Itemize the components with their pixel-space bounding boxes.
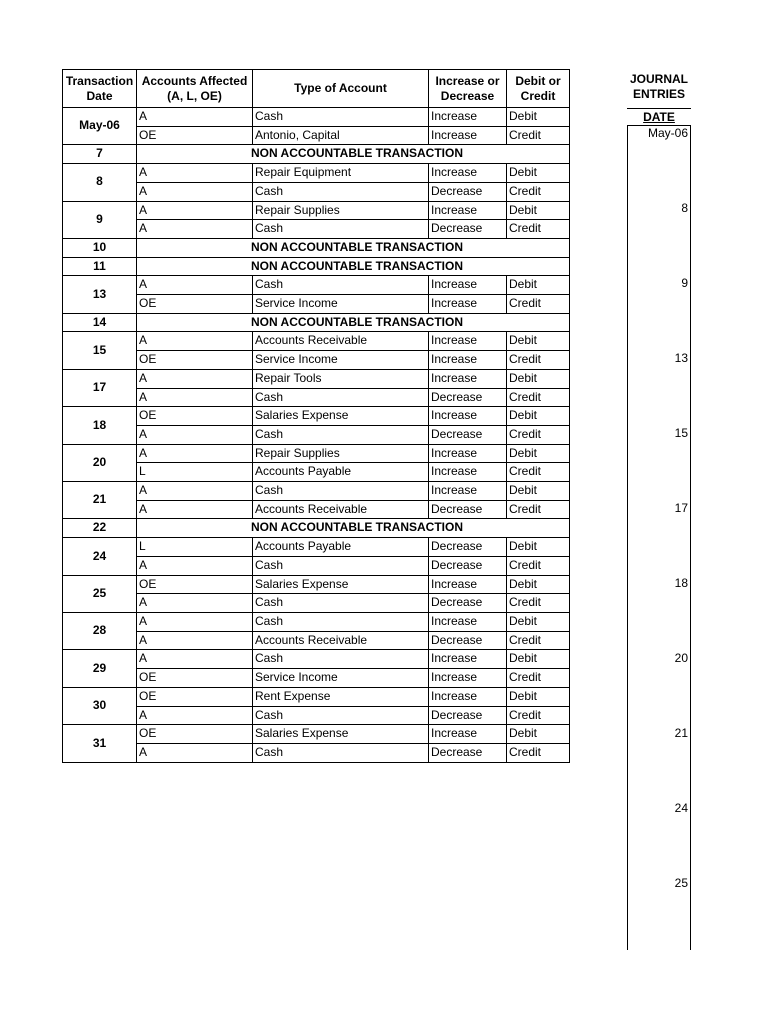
transaction-date: 20 bbox=[63, 444, 137, 481]
table-row bbox=[63, 463, 570, 482]
table-row bbox=[63, 500, 570, 519]
account-category: A bbox=[137, 164, 253, 183]
header-increase-decrease: Increase or Decrease bbox=[429, 70, 507, 108]
empty-cell bbox=[507, 519, 570, 538]
account-type: Repair Tools bbox=[253, 369, 429, 388]
debit-credit: Debit bbox=[507, 575, 570, 594]
journal-date-header: DATE bbox=[627, 108, 691, 126]
account-category: OE bbox=[137, 295, 253, 314]
account-category: OE bbox=[137, 575, 253, 594]
increase-decrease: Increase bbox=[429, 669, 507, 688]
header-accounts-affected: Accounts Affected (A, L, OE) bbox=[137, 70, 253, 108]
increase-decrease: Increase bbox=[429, 295, 507, 314]
header-debit-credit: Debit or Credit bbox=[507, 70, 570, 108]
debit-credit: Credit bbox=[507, 295, 570, 314]
debit-credit: Credit bbox=[507, 220, 570, 239]
increase-decrease: Decrease bbox=[429, 425, 507, 444]
account-type: Accounts Receivable bbox=[253, 500, 429, 519]
account-category: A bbox=[137, 425, 253, 444]
increase-decrease: Decrease bbox=[429, 743, 507, 762]
journal-entry-date: 21 bbox=[674, 726, 688, 740]
increase-decrease: Increase bbox=[429, 687, 507, 706]
table-row bbox=[63, 612, 570, 631]
debit-credit: Credit bbox=[507, 631, 570, 650]
table-row bbox=[63, 407, 570, 426]
debit-credit: Credit bbox=[507, 182, 570, 201]
account-type: Service Income bbox=[253, 351, 429, 370]
transaction-date: 8 bbox=[63, 164, 137, 201]
debit-credit: Credit bbox=[507, 556, 570, 575]
transaction-date: May-06 bbox=[63, 108, 137, 145]
table-body bbox=[63, 108, 570, 763]
table-row bbox=[63, 669, 570, 688]
transaction-date: 10 bbox=[63, 238, 137, 257]
debit-credit: Debit bbox=[507, 369, 570, 388]
account-type: Service Income bbox=[253, 669, 429, 688]
debit-credit: Debit bbox=[507, 687, 570, 706]
debit-credit: Debit bbox=[507, 407, 570, 426]
transaction-date: 9 bbox=[63, 201, 137, 238]
debit-credit: Credit bbox=[507, 706, 570, 725]
account-type: Cash bbox=[253, 388, 429, 407]
account-type: Cash bbox=[253, 556, 429, 575]
transaction-date: 28 bbox=[63, 612, 137, 649]
account-category: A bbox=[137, 743, 253, 762]
account-type: Cash bbox=[253, 182, 429, 201]
increase-decrease: Decrease bbox=[429, 706, 507, 725]
account-type: Salaries Expense bbox=[253, 725, 429, 744]
header-transaction-date: Transaction Date bbox=[63, 70, 137, 108]
debit-credit: Credit bbox=[507, 500, 570, 519]
account-category: A bbox=[137, 706, 253, 725]
debit-credit: Debit bbox=[507, 276, 570, 295]
debit-credit: Debit bbox=[507, 201, 570, 220]
increase-decrease: Increase bbox=[429, 108, 507, 127]
transaction-analysis-table bbox=[62, 69, 570, 763]
transaction-date: 18 bbox=[63, 407, 137, 444]
account-category: L bbox=[137, 538, 253, 557]
table-row bbox=[63, 650, 570, 669]
account-type: Repair Supplies bbox=[253, 201, 429, 220]
debit-credit: Debit bbox=[507, 538, 570, 557]
increase-decrease: Increase bbox=[429, 482, 507, 501]
account-type: Accounts Payable bbox=[253, 538, 429, 557]
transaction-date: 29 bbox=[63, 650, 137, 687]
account-category: A bbox=[137, 500, 253, 519]
debit-credit: Debit bbox=[507, 725, 570, 744]
transaction-date: 17 bbox=[63, 369, 137, 406]
table-row bbox=[63, 295, 570, 314]
non-accountable-label: NON ACCOUNTABLE TRANSACTION bbox=[137, 145, 507, 164]
journal-entry-date: 17 bbox=[674, 501, 688, 515]
account-type: Accounts Payable bbox=[253, 463, 429, 482]
increase-decrease: Increase bbox=[429, 407, 507, 426]
table-row bbox=[63, 164, 570, 183]
debit-credit: Credit bbox=[507, 351, 570, 370]
non-accountable-label: NON ACCOUNTABLE TRANSACTION bbox=[137, 313, 507, 332]
table-row bbox=[63, 276, 570, 295]
increase-decrease: Increase bbox=[429, 444, 507, 463]
increase-decrease: Increase bbox=[429, 351, 507, 370]
account-category: A bbox=[137, 182, 253, 201]
journal-entry-date: May-06 bbox=[647, 126, 688, 140]
transaction-date: 14 bbox=[63, 313, 137, 332]
account-category: OE bbox=[137, 407, 253, 426]
non-accountable-label: NON ACCOUNTABLE TRANSACTION bbox=[137, 238, 507, 257]
debit-credit: Credit bbox=[507, 463, 570, 482]
account-category: A bbox=[137, 388, 253, 407]
debit-credit: Debit bbox=[507, 650, 570, 669]
debit-credit: Credit bbox=[507, 594, 570, 613]
increase-decrease: Decrease bbox=[429, 631, 507, 650]
account-category: A bbox=[137, 650, 253, 669]
increase-decrease: Increase bbox=[429, 463, 507, 482]
journal-entry-date: 13 bbox=[674, 351, 688, 365]
account-category: A bbox=[137, 201, 253, 220]
transaction-date: 31 bbox=[63, 725, 137, 762]
account-category: A bbox=[137, 444, 253, 463]
account-type: Accounts Receivable bbox=[253, 332, 429, 351]
increase-decrease: Decrease bbox=[429, 500, 507, 519]
non-accountable-label: NON ACCOUNTABLE TRANSACTION bbox=[137, 519, 507, 538]
journal-entry-date: 9 bbox=[681, 276, 688, 290]
account-category: A bbox=[137, 369, 253, 388]
account-type: Service Income bbox=[253, 295, 429, 314]
account-type: Cash bbox=[253, 220, 429, 239]
table-row bbox=[63, 313, 570, 332]
account-category: A bbox=[137, 220, 253, 239]
table-row bbox=[63, 351, 570, 370]
journal-entries-column bbox=[627, 72, 691, 950]
debit-credit: Debit bbox=[507, 332, 570, 351]
increase-decrease: Increase bbox=[429, 126, 507, 145]
increase-decrease: Decrease bbox=[429, 594, 507, 613]
increase-decrease: Increase bbox=[429, 276, 507, 295]
account-category: OE bbox=[137, 725, 253, 744]
debit-credit: Debit bbox=[507, 612, 570, 631]
increase-decrease: Increase bbox=[429, 369, 507, 388]
table-row bbox=[63, 201, 570, 220]
journal-entry-lines bbox=[627, 126, 691, 950]
account-type: Cash bbox=[253, 650, 429, 669]
debit-credit: Debit bbox=[507, 164, 570, 183]
account-type: Cash bbox=[253, 743, 429, 762]
table-row bbox=[63, 257, 570, 276]
table-row bbox=[63, 706, 570, 725]
table-row bbox=[63, 687, 570, 706]
account-category: OE bbox=[137, 669, 253, 688]
increase-decrease: Increase bbox=[429, 201, 507, 220]
header-type-of-account: Type of Account bbox=[253, 70, 429, 108]
transaction-date: 15 bbox=[63, 332, 137, 369]
increase-decrease: Increase bbox=[429, 612, 507, 631]
increase-decrease: Increase bbox=[429, 650, 507, 669]
account-type: Salaries Expense bbox=[253, 575, 429, 594]
increase-decrease: Decrease bbox=[429, 538, 507, 557]
account-category: A bbox=[137, 594, 253, 613]
table-row bbox=[63, 725, 570, 744]
account-type: Cash bbox=[253, 482, 429, 501]
account-category: A bbox=[137, 556, 253, 575]
transaction-date: 11 bbox=[63, 257, 137, 276]
journal-entry-date: 25 bbox=[674, 876, 688, 890]
account-category: A bbox=[137, 631, 253, 650]
table-row bbox=[63, 482, 570, 501]
transaction-date: 7 bbox=[63, 145, 137, 164]
table-row bbox=[63, 182, 570, 201]
debit-credit: Debit bbox=[507, 108, 570, 127]
increase-decrease: Increase bbox=[429, 164, 507, 183]
transaction-date: 25 bbox=[63, 575, 137, 612]
journal-title-line2: ENTRIES bbox=[632, 87, 685, 101]
increase-decrease: Decrease bbox=[429, 220, 507, 239]
account-type: Salaries Expense bbox=[253, 407, 429, 426]
increase-decrease: Decrease bbox=[429, 556, 507, 575]
account-category: OE bbox=[137, 126, 253, 145]
table-row bbox=[63, 444, 570, 463]
account-category: A bbox=[137, 276, 253, 295]
empty-cell bbox=[507, 238, 570, 257]
transaction-date: 24 bbox=[63, 538, 137, 575]
table-header-row bbox=[63, 70, 570, 108]
table-row bbox=[63, 108, 570, 127]
account-type: Accounts Receivable bbox=[253, 631, 429, 650]
increase-decrease: Decrease bbox=[429, 388, 507, 407]
debit-credit: Credit bbox=[507, 126, 570, 145]
account-type: Antonio, Capital bbox=[253, 126, 429, 145]
table-row bbox=[63, 556, 570, 575]
table-row bbox=[63, 388, 570, 407]
increase-decrease: Increase bbox=[429, 725, 507, 744]
table-row bbox=[63, 369, 570, 388]
account-type: Cash bbox=[253, 706, 429, 725]
empty-cell bbox=[507, 313, 570, 332]
journal-entry-date: 24 bbox=[674, 801, 688, 815]
table-row bbox=[63, 631, 570, 650]
account-type: Cash bbox=[253, 594, 429, 613]
table-row bbox=[63, 594, 570, 613]
increase-decrease: Decrease bbox=[429, 182, 507, 201]
increase-decrease: Increase bbox=[429, 575, 507, 594]
empty-cell bbox=[507, 257, 570, 276]
debit-credit: Credit bbox=[507, 425, 570, 444]
transaction-date: 22 bbox=[63, 519, 137, 538]
table-row bbox=[63, 238, 570, 257]
table-row bbox=[63, 126, 570, 145]
account-type: Cash bbox=[253, 425, 429, 444]
journal-entry-date: 20 bbox=[674, 651, 688, 665]
table-row bbox=[63, 220, 570, 239]
journal-entry-date: 18 bbox=[674, 576, 688, 590]
account-type: Rent Expense bbox=[253, 687, 429, 706]
table-row bbox=[63, 425, 570, 444]
journal-title bbox=[627, 72, 691, 102]
account-type: Cash bbox=[253, 612, 429, 631]
non-accountable-label: NON ACCOUNTABLE TRANSACTION bbox=[137, 257, 507, 276]
debit-credit: Debit bbox=[507, 482, 570, 501]
account-type: Repair Supplies bbox=[253, 444, 429, 463]
journal-entry-date: 15 bbox=[674, 426, 688, 440]
account-category: OE bbox=[137, 687, 253, 706]
account-category: A bbox=[137, 108, 253, 127]
account-type: Cash bbox=[253, 108, 429, 127]
account-category: A bbox=[137, 612, 253, 631]
transaction-date: 13 bbox=[63, 276, 137, 313]
account-category: OE bbox=[137, 351, 253, 370]
increase-decrease: Increase bbox=[429, 332, 507, 351]
account-category: L bbox=[137, 463, 253, 482]
table-row bbox=[63, 332, 570, 351]
transaction-date: 21 bbox=[63, 482, 137, 519]
table-row bbox=[63, 575, 570, 594]
account-category: A bbox=[137, 332, 253, 351]
debit-credit: Credit bbox=[507, 669, 570, 688]
debit-credit: Debit bbox=[507, 444, 570, 463]
debit-credit: Credit bbox=[507, 388, 570, 407]
account-type: Repair Equipment bbox=[253, 164, 429, 183]
account-category: A bbox=[137, 482, 253, 501]
journal-entry-date: 8 bbox=[681, 201, 688, 215]
table-row bbox=[63, 743, 570, 762]
empty-cell bbox=[507, 145, 570, 164]
account-type: Cash bbox=[253, 276, 429, 295]
table-row bbox=[63, 519, 570, 538]
debit-credit: Credit bbox=[507, 743, 570, 762]
journal-title-line1: JOURNAL bbox=[629, 72, 688, 86]
table-row bbox=[63, 538, 570, 557]
table-row bbox=[63, 145, 570, 164]
transaction-date: 30 bbox=[63, 687, 137, 724]
